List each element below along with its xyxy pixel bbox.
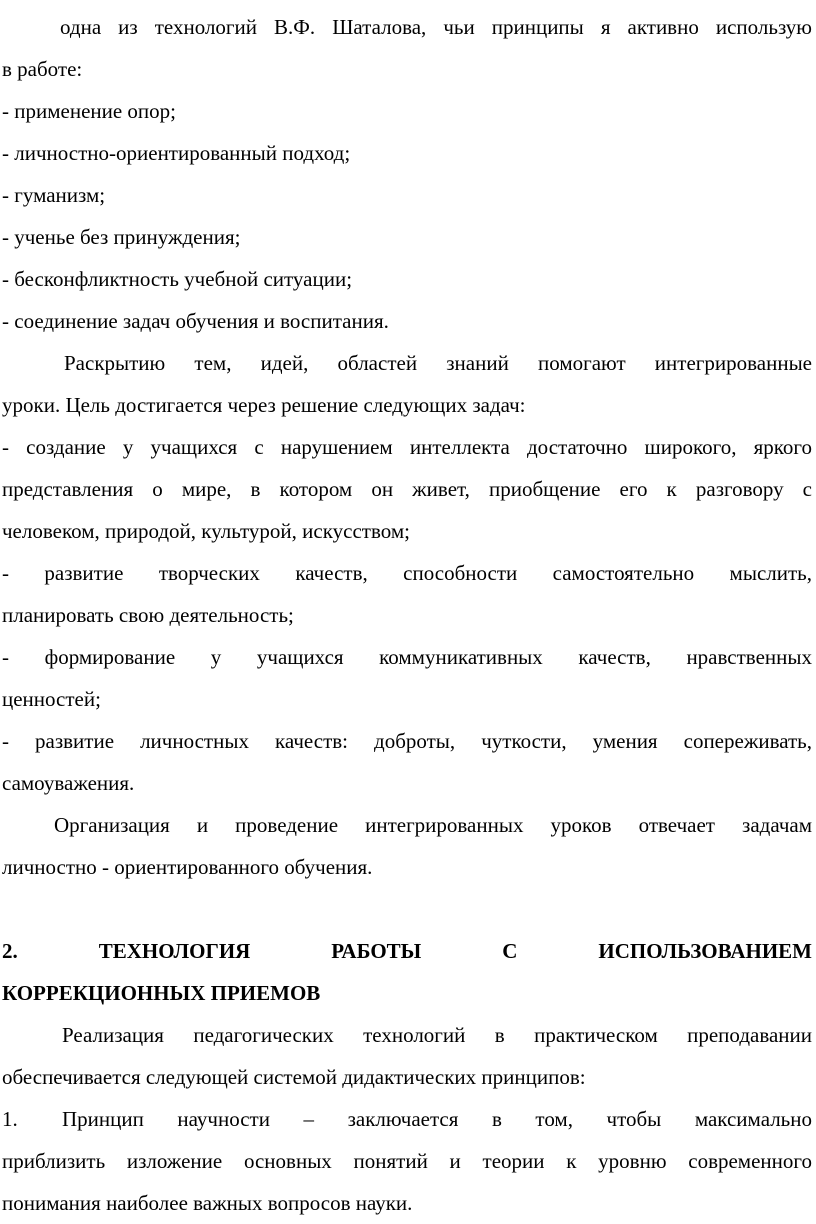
- organization-line-2: личностно - ориентированного обучения.: [2, 855, 373, 879]
- integrated-line-2: уроки. Цель достигается через решение следующих задач:: [2, 393, 526, 417]
- principle-item: - бесконфликтность учебной ситуации;: [2, 267, 353, 291]
- intro-line-1: одна из технологий В.Ф. Шаталова, чьи принципы я активно использую: [60, 15, 812, 39]
- task-4-line-1: - развитие личностных качеств: доброты, чуткости, умения сопереживать,: [2, 729, 812, 753]
- section-heading-line-2: КОРРЕКЦИОННЫХ ПРИЕМОВ: [2, 981, 321, 1005]
- list-number: 1.: [2, 1107, 18, 1131]
- task-1-line-3: человеком, природой, культурой, искусством;: [2, 519, 410, 543]
- list-item-1-line-1: [2, 1098, 812, 1140]
- task-3-line-2: ценностей;: [2, 687, 101, 711]
- task-3-line-1: - формирование у учащихся коммуникативных качеств, нравственных: [2, 645, 812, 669]
- section-heading-line-1: 2. ТЕХНОЛОГИЯ РАБОТЫ С ИСПОЛЬЗОВАНИЕМ: [2, 939, 812, 963]
- list-item-1-line-3: понимания наиболее важных вопросов науки.: [2, 1191, 413, 1215]
- document-page: [2, 6, 812, 1224]
- task-2-line-1: - развитие творческих качеств, способности самостоятельно мыслить,: [2, 561, 812, 585]
- task-1-line-2: представления о мире, в котором он живет, приобщение его к разговору с: [2, 477, 812, 501]
- principle-item: - личностно-ориентированный подход;: [2, 141, 351, 165]
- principle-item: - ученье без принуждения;: [2, 225, 241, 249]
- task-4-line-2: самоуважения.: [2, 771, 135, 795]
- task-1-line-1: - создание у учащихся с нарушением интеллекта достаточно широкого, яркого: [2, 435, 812, 459]
- spacer: [2, 888, 812, 930]
- intro-line-2: в работе:: [2, 57, 83, 81]
- integrated-line-1: Раскрытию тем, идей, областей знаний помогают интегрированные: [64, 351, 812, 375]
- task-2-line-2: планировать свою деятельность;: [2, 603, 294, 627]
- implementation-line-2: обеспечивается следующей системой дидактических принципов:: [2, 1065, 586, 1089]
- organization-line-1: Организация и проведение интегрированных уроков отвечает задачам: [54, 813, 812, 837]
- list-item-1-text: Принцип научности – заключается в том, чтобы максимально: [62, 1107, 812, 1131]
- implementation-line-1: Реализация педагогических технологий в практическом преподавании: [62, 1023, 812, 1047]
- principle-item: - гуманизм;: [2, 183, 106, 207]
- list-item-1-line-2: приблизить изложение основных понятий и теории к уровню современного: [2, 1149, 812, 1173]
- principle-item: - соединение задач обучения и воспитания.: [2, 309, 389, 333]
- principle-item: - применение опор;: [2, 99, 177, 123]
